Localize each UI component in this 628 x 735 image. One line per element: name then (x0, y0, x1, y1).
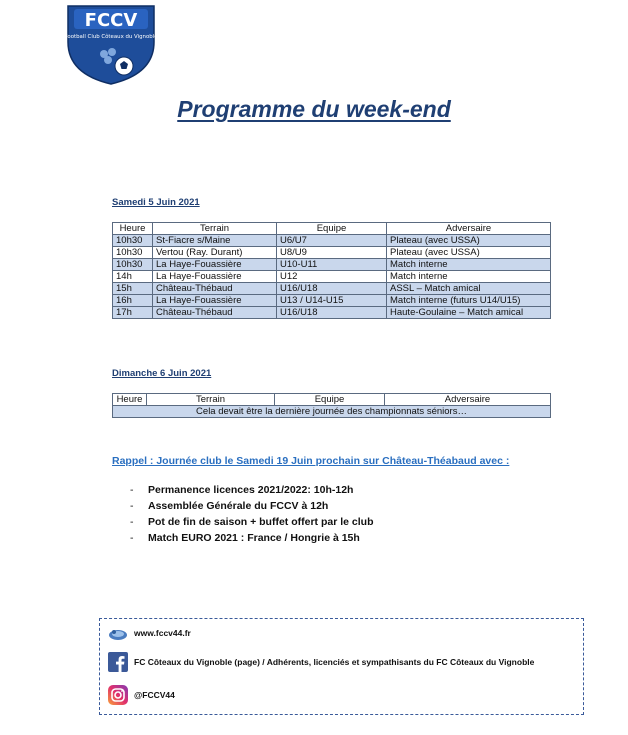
facebook-text[interactable]: FC Côteaux du Vignoble (page) / Adhérents, licenciés et sympathisants du FC Côteaux du Vignoble (134, 657, 535, 667)
sunday-note: Cela devait être la dernière journée des championnats séniors… (113, 406, 551, 418)
list-item: - Permanence licences 2021/2022: 10h-12h (130, 484, 354, 496)
column-header: Terrain (153, 223, 277, 235)
svg-text:FCCV: FCCV (84, 10, 138, 31)
svg-text:Football Club Côteaux du Vigno: Football Club Côteaux du Vignoble (64, 34, 158, 40)
table-row (113, 406, 551, 418)
cell-time: 15h (113, 283, 153, 295)
cell-opponent: Haute-Goulaine – Match amical (387, 307, 551, 319)
column-header: Heure (113, 223, 153, 235)
table-row (113, 259, 551, 271)
cell-opponent: ASSL – Match amical (387, 283, 551, 295)
cell-venue: Château-Thébaud (153, 283, 277, 295)
cell-team: U16/U18 (277, 283, 387, 295)
cell-venue: Vertou (Ray. Durant) (153, 247, 277, 259)
cell-team: U6/U7 (277, 235, 387, 247)
cell-venue: La Haye-Fouassière (153, 295, 277, 307)
reminder-list (130, 482, 373, 546)
cell-venue: Château-Thébaud (153, 307, 277, 319)
cell-venue: La Haye-Fouassière (153, 259, 277, 271)
cell-time: 16h (113, 295, 153, 307)
cell-time: 10h30 (113, 247, 153, 259)
sunday-heading: Dimanche 6 Juin 2021 (112, 368, 212, 379)
website-row (108, 623, 191, 643)
cell-time: 10h30 (113, 235, 153, 247)
table-row (113, 271, 551, 283)
saturday-heading: Samedi 5 Juin 2021 (112, 197, 200, 208)
list-item: - Pot de fin de saison + buffet offert par le club (130, 516, 374, 528)
saturday-schedule-table (112, 222, 551, 319)
cell-venue: La Haye-Fouassière (153, 271, 277, 283)
column-header: Terrain (147, 394, 275, 406)
facebook-icon (108, 652, 128, 672)
table-row (113, 235, 551, 247)
cell-opponent: Plateau (avec USSA) (387, 235, 551, 247)
cell-team: U8/U9 (277, 247, 387, 259)
cell-team: U10-U11 (277, 259, 387, 271)
column-header: Heure (113, 394, 147, 406)
club-logo (62, 2, 160, 86)
column-header: Equipe (277, 223, 387, 235)
cell-time: 10h30 (113, 259, 153, 271)
contact-footer (99, 618, 584, 715)
cell-team: U16/U18 (277, 307, 387, 319)
cell-opponent: Plateau (avec USSA) (387, 247, 551, 259)
cell-opponent: Match interne (387, 259, 551, 271)
list-item: - Assemblée Générale du FCCV à 12h (130, 500, 329, 512)
cell-venue: St-Fiacre s/Maine (153, 235, 277, 247)
table-row (113, 283, 551, 295)
instagram-handle[interactable]: @FCCV44 (134, 690, 175, 700)
table-row (113, 295, 551, 307)
sunday-schedule-table (112, 393, 551, 418)
website-link[interactable]: www.fccv44.fr (134, 628, 191, 638)
cell-opponent: Match interne (futurs U14/U15) (387, 295, 551, 307)
instagram-icon (108, 685, 128, 705)
list-item: - Match EURO 2021 : France / Hongrie à 15h (130, 532, 360, 544)
column-header: Equipe (275, 394, 385, 406)
cell-time: 14h (113, 271, 153, 283)
table-row (113, 307, 551, 319)
facebook-row (108, 652, 534, 672)
column-header: Adversaire (387, 223, 551, 235)
cell-time: 17h (113, 307, 153, 319)
club-day-reminder-heading: Rappel : Journée club le Samedi 19 Juin prochain sur Château-Théabaud avec : (112, 455, 510, 467)
column-header: Adversaire (385, 394, 551, 406)
cell-opponent: Match interne (387, 271, 551, 283)
globe-icon (108, 623, 128, 643)
cell-team: U13 / U14-U15 (277, 295, 387, 307)
page-title: Programme du week-end (177, 96, 451, 122)
instagram-row (108, 685, 175, 705)
table-row (113, 247, 551, 259)
cell-team: U12 (277, 271, 387, 283)
